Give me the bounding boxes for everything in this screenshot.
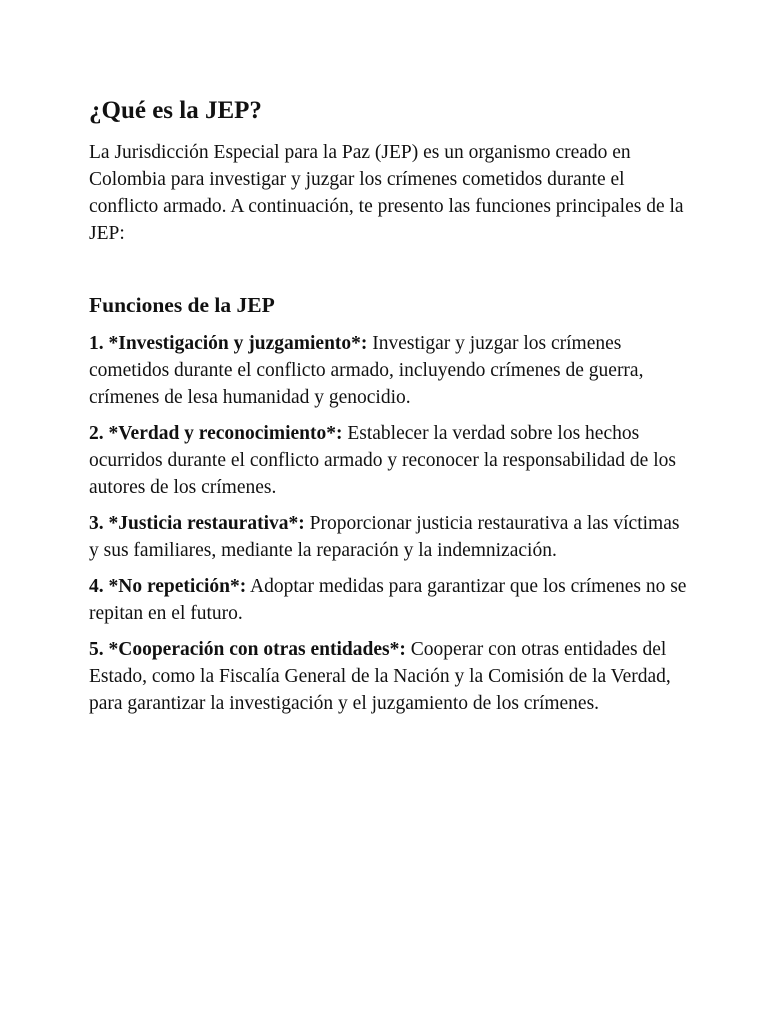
function-item-text: Investigar y juzgar los crímenes cometidos durante el conflicto armado, incluyendo crímenes de guerra, crímenes de lesa humanidad y genocidio.: [89, 333, 644, 408]
function-item-label: 4. *No repetición*:: [89, 576, 247, 597]
function-item-text: Adoptar medidas para garantizar que los crímenes no se repitan en el futuro.: [89, 576, 687, 624]
function-item-5: [89, 636, 689, 717]
function-item-3: [89, 510, 689, 564]
function-item-1: [89, 330, 689, 411]
function-item-label: 1. *Investigación y juzgamiento*:: [89, 333, 368, 354]
function-item-label: 3. *Justicia restaurativa*:: [89, 513, 305, 534]
function-item-text: Cooperar con otras entidades del Estado, como la Fiscalía General de la Nación y la Comisión de la Verdad, para garantizar la investigación y el juzgamiento de los crímenes.: [89, 639, 671, 714]
function-item-text: Proporcionar justicia restaurativa a las víctimas y sus familiares, mediante la reparación y la indemnización.: [89, 513, 680, 561]
intro-paragraph: La Jurisdicción Especial para la Paz (JEP) es un organismo creado en Colombia para investigar y juzgar los crímenes cometidos durante el conflicto armado. A continuación, te presento las funciones principales de la JEP:: [89, 142, 684, 244]
section-title: Funciones de la JEP: [89, 293, 275, 317]
function-item-label: 5. *Cooperación con otras entidades*:: [89, 639, 406, 660]
function-item-text: Establecer la verdad sobre los hechos ocurridos durante el conflicto armado y reconocer la responsabilidad de los autores de los crímenes.: [89, 423, 676, 498]
function-item-label: 2. *Verdad y reconocimiento*:: [89, 423, 343, 444]
document-title: ¿Qué es la JEP?: [89, 97, 262, 124]
function-item-4: [89, 573, 689, 627]
function-item-2: [89, 420, 689, 501]
document-page: [89, 95, 689, 726]
